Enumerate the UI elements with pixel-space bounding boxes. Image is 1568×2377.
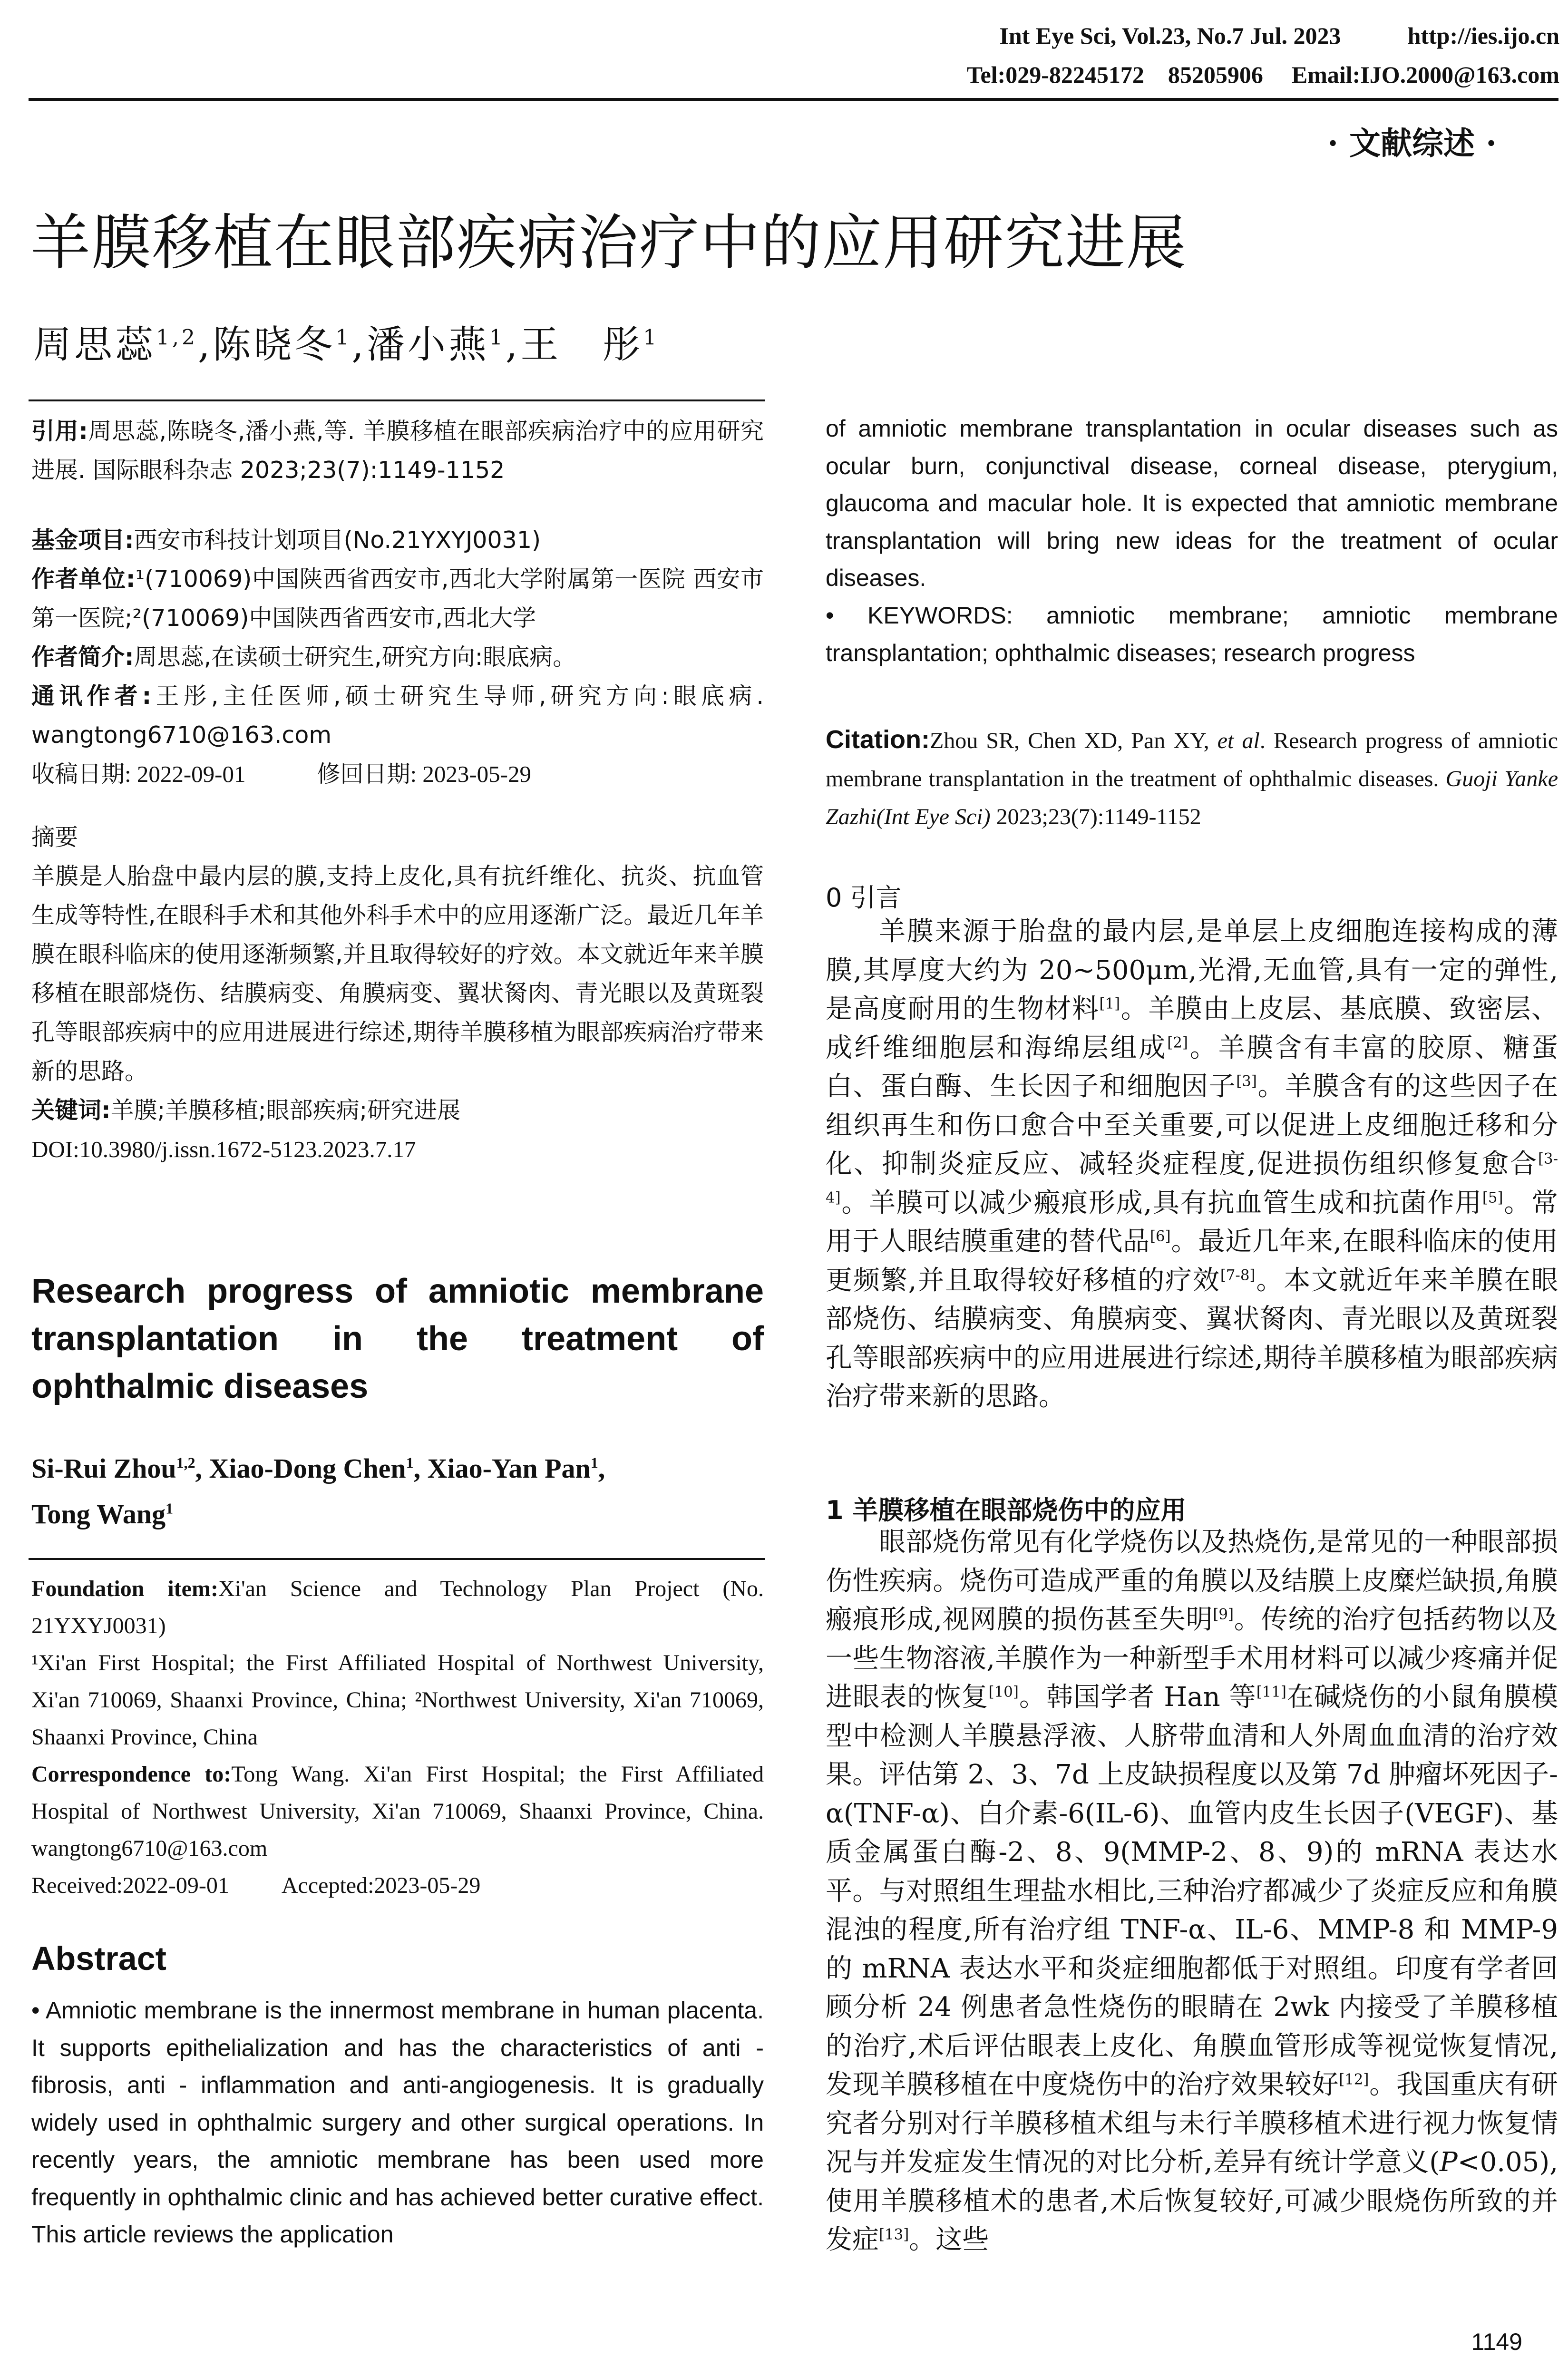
authors-cn: 周思蕊$^{1,2}$,陈晓冬$^1$,潘小燕$^1$,王 彤$^1$ — [33, 322, 660, 367]
authors-rule — [29, 1558, 765, 1560]
abstract-cn — [31, 818, 764, 1169]
intro-paragraph: 羊膜来源于胎盘的最内层,是单层上皮细胞连接构成的薄膜,其厚度大约为 20~500μm,光滑,无血管,具有一定的弹性,是高度耐用的生物材料[1]。羊膜由上皮层、基底膜、致密层、成纤维细胞层和海绵层组成[2]。羊膜含有丰富的胶原、糖蛋白、蛋白酶、生长因子和细胞因子[3]。羊膜含有的这些因子在组织再生和伤口愈合中至关重要,可以促进上皮细胞迁移和分化、抑制炎症反应、减轻炎症程度,促进损伤组织修复愈合[3-4]。羊膜可以减少瘢痕形成,具有抗血管生成和抗菌作用[5]。常用于人眼结膜重建的替代品[6]。最近几年来,在眼科临床的使用更频繁,并且取得较好移植的疗效[7-8]。本文就近年来羊膜在眼部烧伤、结膜病变、角膜病变、翼状胬肉、青光眼以及黄斑裂孔等眼部疾病中的应用进展进行综述,期待羊膜移植为眼部疾病治疗带来新的思路。 — [826, 916, 1558, 1412]
section1-paragraph: 眼部烧伤常见有化学烧伤以及热烧伤,是常见的一种眼部损伤性疾病。烧伤可造成严重的角膜以及结膜上皮糜烂缺损,角膜瘢痕形成,视网膜的损伤甚至失明[9]。传统的治疗包括药物以及一些生物溶液,羊膜作为一种新型手术用材料可以减少疼痛并促进眼表的恢复[10]。韩国学者 Han 等[11]在碱烧伤的小鼠角膜模型中检测人羊膜悬浮液、人脐带血清和人外周血血清的治疗效果。评估第 2、3、7d 上皮缺损程度以及第 7d 肿瘤坏死因子-α(TNF-α)、白介素-6(IL-6)、血管内皮生长因子(VEGF)、基质金属蛋白酶-2、8、9(MMP-2、8、9)的 mRNA 表达水平。与对照组生理盐水相比,三种治疗都减少了炎症反应和角膜混浊的程度,所有治疗组 TNF-α、IL-6、MMP-8 和 MMP-9 的 mRNA 表达水平和炎症细胞都低于对照组。印度有学者回顾分析 24 例患者急性烧伤的眼睛在 2wk 内接受了羊膜移植的治疗,术后评估眼表上皮化、角膜血管形成等视觉恢复情况,发现羊膜移植在中度烧伤中的治疗效果较好[12]。我国重庆有研究者分别对行羊膜移植术组与未行羊膜移植术进行视力恢复情况与并发症发生情况的对比分析,差异有统计学意义(P<0.05),使用羊膜移植术的患者,术后恢复较好,可减少眼烧伤所致的并发症[13]。这些 — [826, 1527, 1558, 2255]
journal-email: Email:IJO.2000@163.com — [1291, 61, 1559, 88]
doi: DOI:10.3980/j.issn.1672-5123.2023.7.17 — [31, 1136, 416, 1162]
journal-url: http://ies.ijo.cn — [1407, 22, 1559, 49]
title-rule — [29, 399, 765, 401]
page-number: 1149 — [1471, 2328, 1522, 2355]
journal-info: Int Eye Sci, Vol.23, No.7 Jul. 2023 — [999, 22, 1341, 49]
citation-cn: 引用:周思蕊,陈晓冬,潘小燕,等. 羊膜移植在眼部疾病治疗中的应用研究进展. 国际眼科杂志 2023;23(7):1149-1152 — [31, 418, 764, 484]
article-title-en: Research progress of amniotic membrane transplantation in the treatment of ophthalmic diseases — [31, 1272, 764, 1405]
fund-cn: 基金项目:西安市科技计划项目(No.21YXYJ0031) — [31, 526, 541, 554]
abstract-en-text-left: • Amniotic membrane is the innermost membrane in human placenta. It supports epithelialization and has the characteristics of anti - fibrosis, anti - inflammation and anti-angiogenesis. It is gradually widely used in ophthalmic surgery and other surgical operations. In recently years, the amniotic membrane has been used more frequently in ophthalmic clinic and has achieved better curative effect. This article reviews the application — [31, 1997, 764, 2248]
journal-tel: Tel:029-82245172 85205906 — [966, 61, 1263, 88]
fund-en: Foundation item:Xi'an Science and Technology Plan Project (No. 21YXYJ0031) — [31, 1576, 764, 1638]
header-rule — [29, 98, 1558, 101]
affiliation-en: ¹Xi'an First Hospital; the First Affiliated Hospital of Northwest University, Xi'an 710069, Shaanxi Province, China; ²Northwest University, Xi'an 710069, Shaanxi Province, China — [31, 1650, 764, 1750]
article-title: 羊膜移植在眼部疾病治疗中的应用研究进展 — [30, 208, 1187, 278]
affiliation-cn: 作者单位:¹(710069)中国陕西省西安市,西北大学附属第一医院 西安市第一医院;²(710069)中国陕西省西安市,西北大学 — [31, 565, 764, 632]
abstract-cn-heading: 摘要 — [31, 824, 78, 851]
dates-en: Received:2022-09-01 Accepted:2023-05-29 — [31, 1873, 481, 1898]
dates-cn: 收稿日期: 2022-09-01 修回日期: 2023-05-29 — [31, 761, 531, 787]
citation-en: Citation:Zhou SR, Chen XD, Pan XY, et al. Research progress of amniotic membrane transplantation in the treatment of ophthalmic diseases. Guoji Yanke Zazhi(Int Eye Sci) 2023;23(7):1149-1152 — [826, 725, 1558, 829]
abstract-cn-text: 羊膜是人胎盘中最内层的膜,支持上皮化,具有抗纤维化、抗炎、抗血管生成等特性,在眼科手术和其他外科手术中的应用逐渐广泛。最近几年羊膜在眼科临床的使用逐渐频繁,并且取得较好的疗效。本文就近年来羊膜移植在眼部烧伤、结膜病变、角膜病变、翼状胬肉、青光眼以及黄斑裂孔等眼部疾病中的应用进展进行综述,期待羊膜移植为眼部疾病治疗带来新的思路。 — [31, 863, 764, 1085]
correspondence-cn: 通讯作者:王彤,主任医师,硕士研究生导师,研究方向:眼底病. wangtong6710@163.com — [31, 682, 764, 749]
section1-heading: 1 羊膜移植在眼部烧伤中的应用 — [826, 1495, 1187, 1525]
correspondence-en: Correspondence to:Tong Wang. Xi'an First Hospital; the First Affiliated Hospital of Northwest University, Xi'an 710069, Shaanxi Province, China. wangtong6710@163.com — [31, 1762, 764, 1861]
abstract-en-text-right: of amniotic membrane transplantation in ocular diseases such as ocular burn, conjunctival disease, corneal disease, pterygium, glaucoma and macular hole. It is expected that amniotic membrane transplantation will bring new ideas for the treatment of ocular diseases. — [826, 415, 1558, 591]
keywords-en: • KEYWORDS: amniotic membrane; amniotic membrane transplantation; ophthalmic diseases; research progress — [826, 602, 1558, 666]
abstract-en-heading: Abstract — [31, 1940, 166, 1977]
journal-header — [999, 20, 1559, 51]
keywords-cn: 关键词:羊膜;羊膜移植;眼部疾病;研究进展 — [31, 1097, 461, 1124]
authors-en: Si-Rui Zhou$^{1,2}$, Xiao-Dong Chen$^1$, Xiao-Yan Pan$^1$, Tong Wang$^1$ — [31, 1453, 605, 1529]
bio-cn: 作者简介:周思蕊,在读硕士研究生,研究方向:眼底病。 — [31, 643, 576, 671]
journal-contact — [967, 59, 1559, 90]
intro-heading: 0 引言 — [826, 883, 902, 913]
section-tag: · 文献综述 · — [1327, 125, 1497, 162]
meta-cn — [31, 521, 764, 794]
meta-en — [31, 1570, 764, 1904]
